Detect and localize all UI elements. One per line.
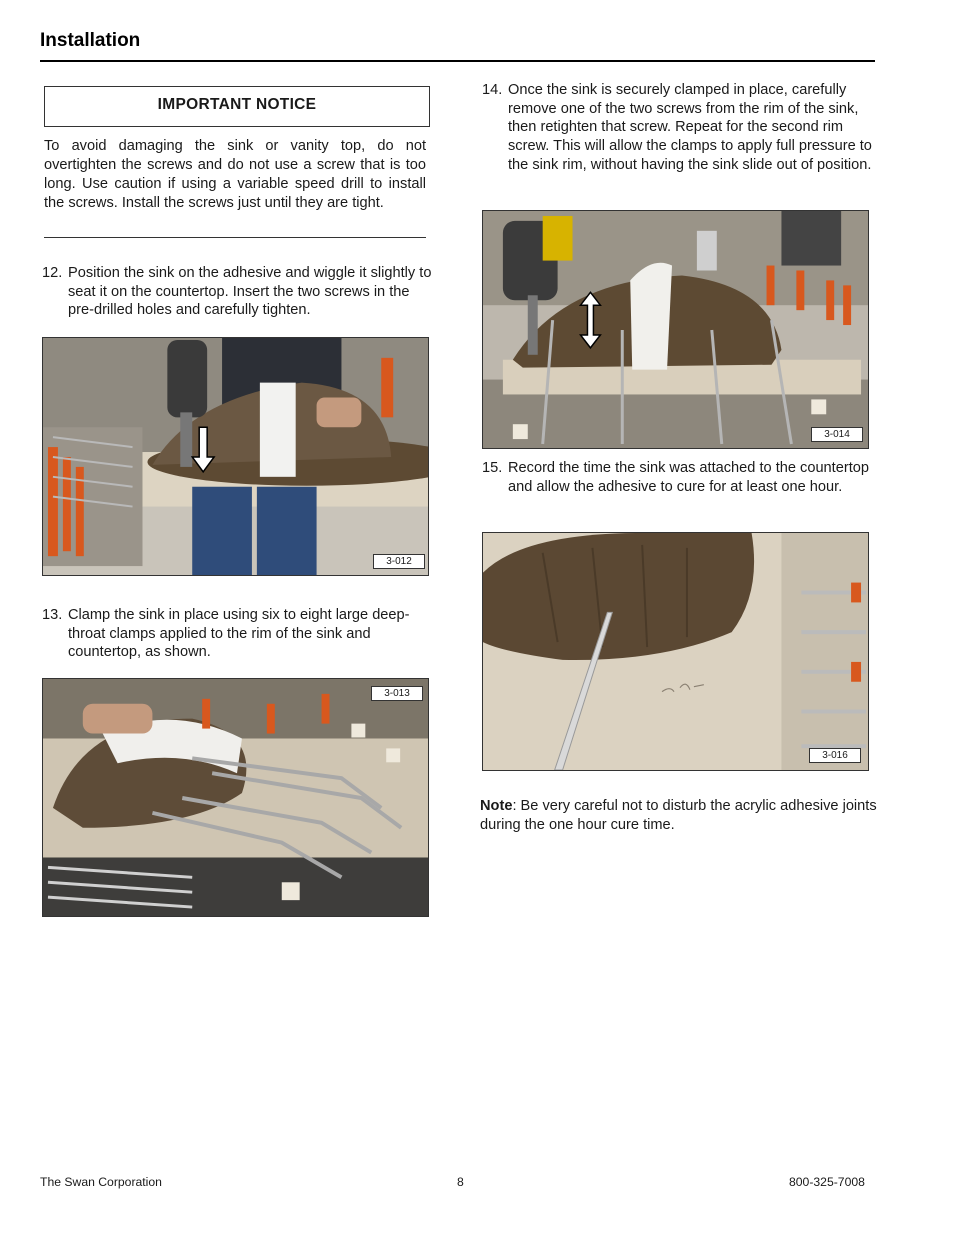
notice-title: IMPORTANT NOTICE xyxy=(157,96,317,113)
step-number: 12. xyxy=(42,265,63,281)
step-number: 15. xyxy=(482,460,503,476)
header-rule xyxy=(40,60,875,62)
step-text: Position the sink on the adhesive and wiggle it slightly to seat it on the countertop. Insert the two screws in the pre-drilled holes and carefully tighten. xyxy=(68,265,432,319)
step-text: Clamp the sink in place using six to eight large deep-throat clamps applied to the rim of the sink and countertop, as shown. xyxy=(68,607,410,661)
page-title: Installation xyxy=(40,30,141,51)
photo-rim-screw-retighten xyxy=(482,210,869,449)
step-13 xyxy=(42,606,442,662)
photo-sink-screw-install xyxy=(42,337,429,576)
step-14 xyxy=(482,81,880,175)
note-text: : Be very careful not to disturb the acrylic adhesive joints during the one hour cure time. xyxy=(480,798,877,833)
step-12 xyxy=(42,264,437,320)
figure-label: 3-013 xyxy=(371,686,423,701)
step-text: Once the sink is securely clamped in place, carefully remove one of the two screws from the rim of the sink, then retighten that screw. Repeat for the second rim screw. This will allow the clamps to apply full pressure to the sink rim, without having the sink slide out of position. xyxy=(508,82,872,173)
note-label: Note xyxy=(480,798,513,814)
footer-company: The Swan Corporation xyxy=(40,1175,162,1189)
notice-rule xyxy=(44,237,426,238)
footer-page-number: 8 xyxy=(457,1175,464,1189)
figure-label: 3-014 xyxy=(811,427,863,442)
footer-phone: 800-325-7008 xyxy=(789,1175,865,1189)
figure-label: 3-016 xyxy=(809,748,861,763)
photo-cure-time-marking xyxy=(482,532,869,771)
notice-body: To avoid damaging the sink or vanity top, do not overtighten the screws and do not use a screw that is too long. Use caution if using a variable speed drill to install the screws. Install the screws just until they are tight. xyxy=(44,138,426,211)
step-number: 14. xyxy=(482,82,503,98)
figure-label: 3-012 xyxy=(373,554,425,569)
step-15 xyxy=(482,459,877,496)
step-number: 13. xyxy=(42,607,63,623)
note xyxy=(480,797,880,835)
step-text: Record the time the sink was attached to the countertop and allow the adhesive to cure for at least one hour. xyxy=(508,460,869,495)
photo-sink-clamped xyxy=(42,678,429,917)
